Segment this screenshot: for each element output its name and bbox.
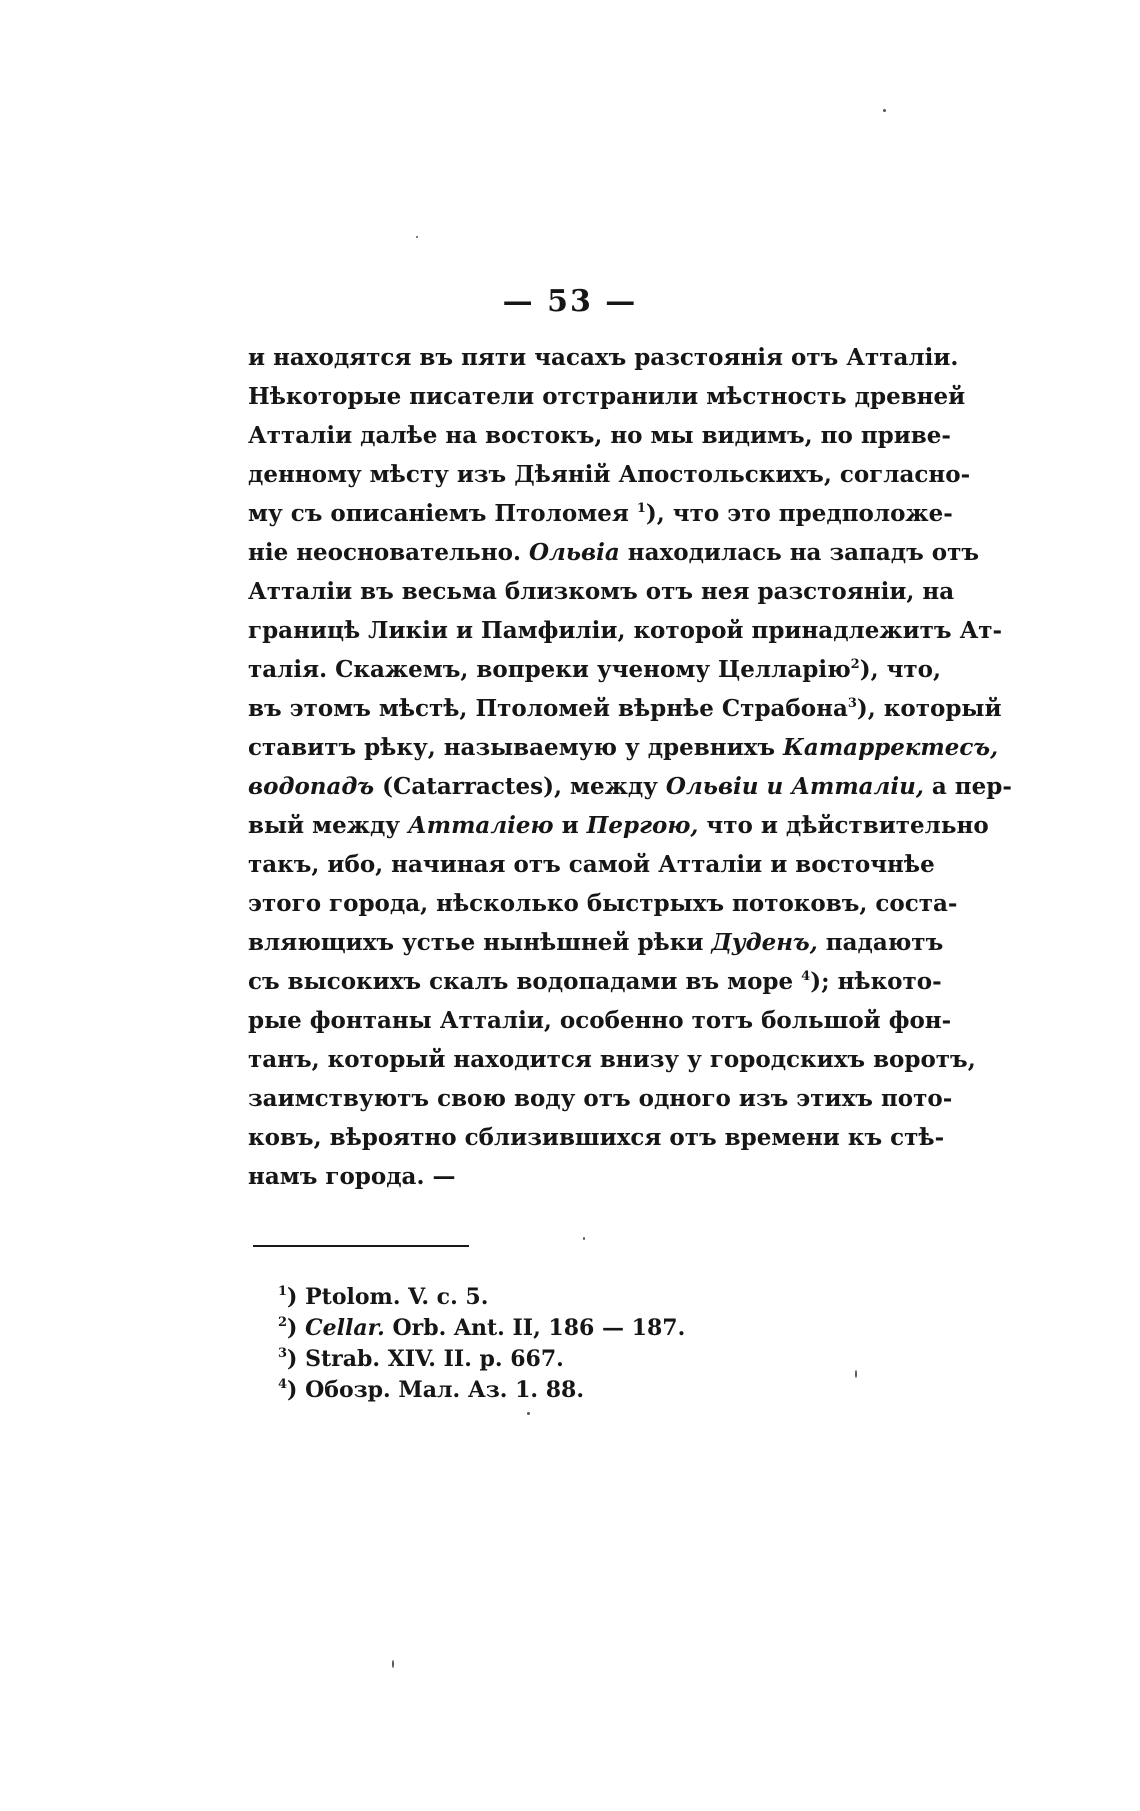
page-number: — 53 — [502,284,638,319]
text-line: этого города, нѣсколько быстрыхъ потоковъ, соста- [248,890,958,917]
footnote: $^4$) Обозр. Мал. Аз. 1. 88. [278,1377,584,1403]
text-line: Нѣкоторые писатели отстранили мѣстность древней [248,383,966,410]
footnote: $^2$) Cellar. Orb. Ant. II, 186 — 187. [278,1315,686,1341]
italic-term: Дуденъ, [711,929,818,956]
footnote-mark: 1 [278,1284,288,1299]
text-line: танъ, который находится внизу у городскихъ воротъ, [248,1046,976,1073]
text-line: Атталіи въ весьма близкомъ отъ нея разстояніи, на [248,578,955,605]
footnote: $^1$) Ptolom. V. c. 5. [278,1284,489,1310]
italic-term: водопадъ [248,773,375,800]
text-line: намъ города. — [248,1163,456,1190]
footnote-divider [253,1245,469,1247]
main-text [248,338,1012,1196]
italic-term: Катарректесъ, [783,734,999,761]
text-line: и находятся въ пяти часахъ разстоянія отъ Атталіи. [248,344,959,371]
text-line: вый между Атталіею и Пергою, что и дѣйствительно [248,812,989,839]
text-line: въ этомъ мѣстѣ, Птоломей вѣрнѣе Страбона$^3$), который [248,695,1002,722]
text-line: такъ, ибо, начиная отъ самой Атталіи и восточнѣе [248,851,935,878]
text-line: границѣ Ликіи и Памфиліи, которой принадлежитъ Ат- [248,617,1003,644]
scan-speck [855,1370,857,1378]
scan-speck [392,1660,394,1668]
footnote-mark: 2 [278,1315,288,1330]
text-line: рые фонтаны Атталіи, особенно тотъ большой фон- [248,1007,952,1034]
italic-term: Пергою, [586,812,699,839]
footnote-mark: 3 [278,1346,288,1361]
footnote-ref: 2 [850,657,860,672]
scan-speck [883,109,886,112]
footnote-ref: 3 [847,696,857,711]
text-line: талія. Скажемъ, вопреки ученому Целларію$^2$), что, [248,656,942,683]
scan-speck [527,1412,530,1415]
text-line: Атталіи далѣе на востокъ, но мы видимъ, по приве- [248,422,951,449]
italic-term: Ольвіа [529,539,620,566]
text-line: денному мѣсту изъ Дѣяній Апостольскихъ, согласно- [248,461,971,488]
italic-term: Ольвіи и Атталіи, [665,773,924,800]
footnote-ref: 1 [636,501,646,516]
footnote-ref: 4 [801,969,811,984]
text-line: ставитъ рѣку, называемую у древнихъ Катарректесъ, [248,734,999,761]
scan-speck [583,1237,585,1240]
text-line: ковъ, вѣроятно сблизившихся отъ времени къ стѣ- [248,1124,945,1151]
footnote: $^3$) Strab. XIV. II. p. 667. [278,1346,564,1372]
text-line: водопадъ (Catarractes), между Ольвіи и Атталіи, а пер- [248,773,1012,800]
italic-term: Атталіею [408,812,554,839]
footnote-mark: 4 [278,1377,288,1392]
text-line: съ высокихъ скалъ водопадами въ море $^4$); нѣкото- [248,968,942,995]
footnotes [278,1282,838,1406]
text-line: му съ описаніемъ Птоломея $^1$), что это предположе- [248,500,953,527]
text-line: ніе неосновательно. Ольвіа находилась на западъ отъ [248,539,980,566]
text-line: вляющихъ устье нынѣшней рѣки Дуденъ, падаютъ [248,929,944,956]
text-line: заимствуютъ свою воду отъ одного изъ этихъ пото- [248,1085,953,1112]
scan-speck [416,236,418,238]
